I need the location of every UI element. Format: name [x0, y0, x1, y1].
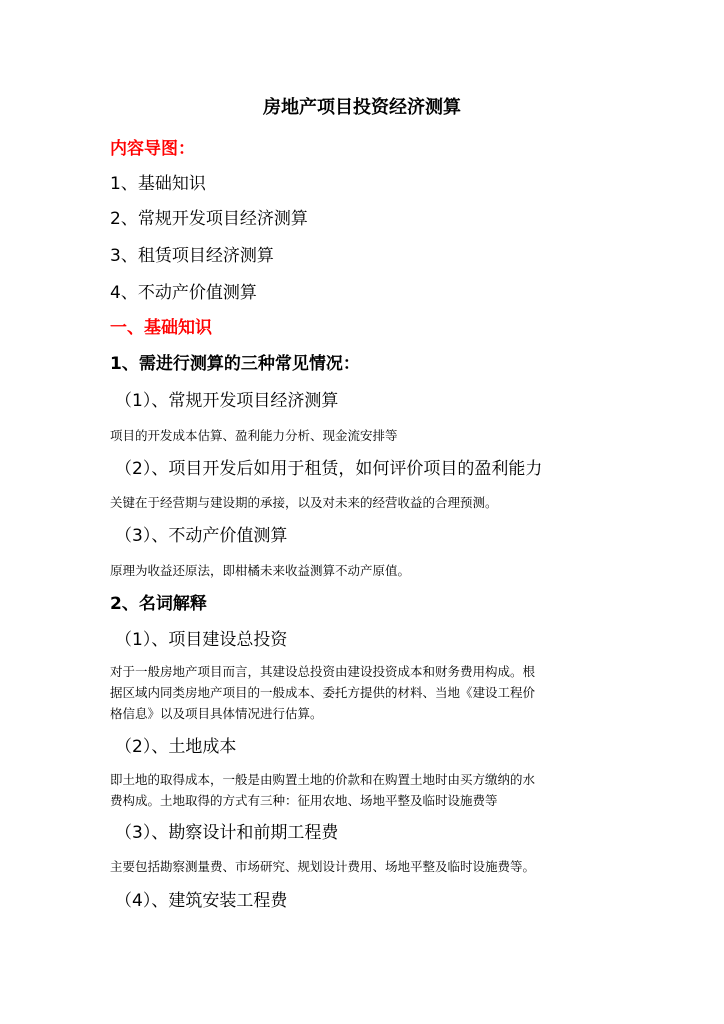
toc-heading: 内容导图： [110, 139, 195, 159]
term-3-heading: （3）、勘察设计和前期工程费 [115, 823, 339, 843]
term-1-text-line-1: 对于一般房地产项目而言，其建设总投资由建设投资成本和财务费用构成。根 [110, 664, 536, 679]
case-2-text: 关键在于经营期与建设期的承接，以及对未来的经营收益的合理预测。 [110, 495, 498, 510]
term-2-text-line-2: 费构成。土地取得的方式有三种：征用农地、场地平整及临时设施费等 [110, 793, 498, 808]
term-2-text-line-1: 即土地的取得成本，一般是由购置土地的价款和在购置土地时由买方缴纳的水 [110, 772, 536, 787]
case-3-text: 原理为收益还原法，即柑橘未来收益测算不动产原值。 [110, 563, 411, 578]
document-title: 房地产项目投资经济测算 [263, 97, 461, 118]
toc-item-2: 2、常规开发项目经济测算 [110, 209, 308, 229]
term-1-text-line-2: 据区域内同类房地产项目的一般成本、委托方提供的材料、当地《建设工程价 [110, 685, 536, 700]
section-1-heading: 一、基础知识 [110, 318, 212, 338]
toc-item-4: 4、不动产价值测算 [110, 283, 257, 303]
term-2-heading: （2）、土地成本 [115, 737, 237, 757]
toc-item-3: 3、租赁项目经济测算 [110, 246, 274, 266]
case-2-heading: （2）、项目开发后如用于租赁，如何评价项目的盈利能力 [115, 459, 543, 479]
case-3-heading: （3）、不动产价值测算 [115, 526, 288, 546]
term-1-heading: （1）、项目建设总投资 [115, 630, 288, 650]
term-4-heading: （4）、建筑安装工程费 [115, 891, 288, 911]
term-1-text-line-3: 格信息》以及项目具体情况进行估算。 [110, 706, 323, 721]
case-1-heading: （1）、常规开发项目经济测算 [115, 391, 339, 411]
subsection-2-heading: 2、名词解释 [110, 594, 207, 614]
term-3-text: 主要包括勘察测量费、市场研究、规划设计费用、场地平整及临时设施费等。 [110, 859, 536, 874]
case-1-text: 项目的开发成本估算、盈利能力分析、现金流安排等 [110, 428, 398, 443]
subsection-1-heading: 1、需进行测算的三种常见情况： [110, 354, 360, 374]
toc-item-1: 1、基础知识 [110, 174, 206, 194]
